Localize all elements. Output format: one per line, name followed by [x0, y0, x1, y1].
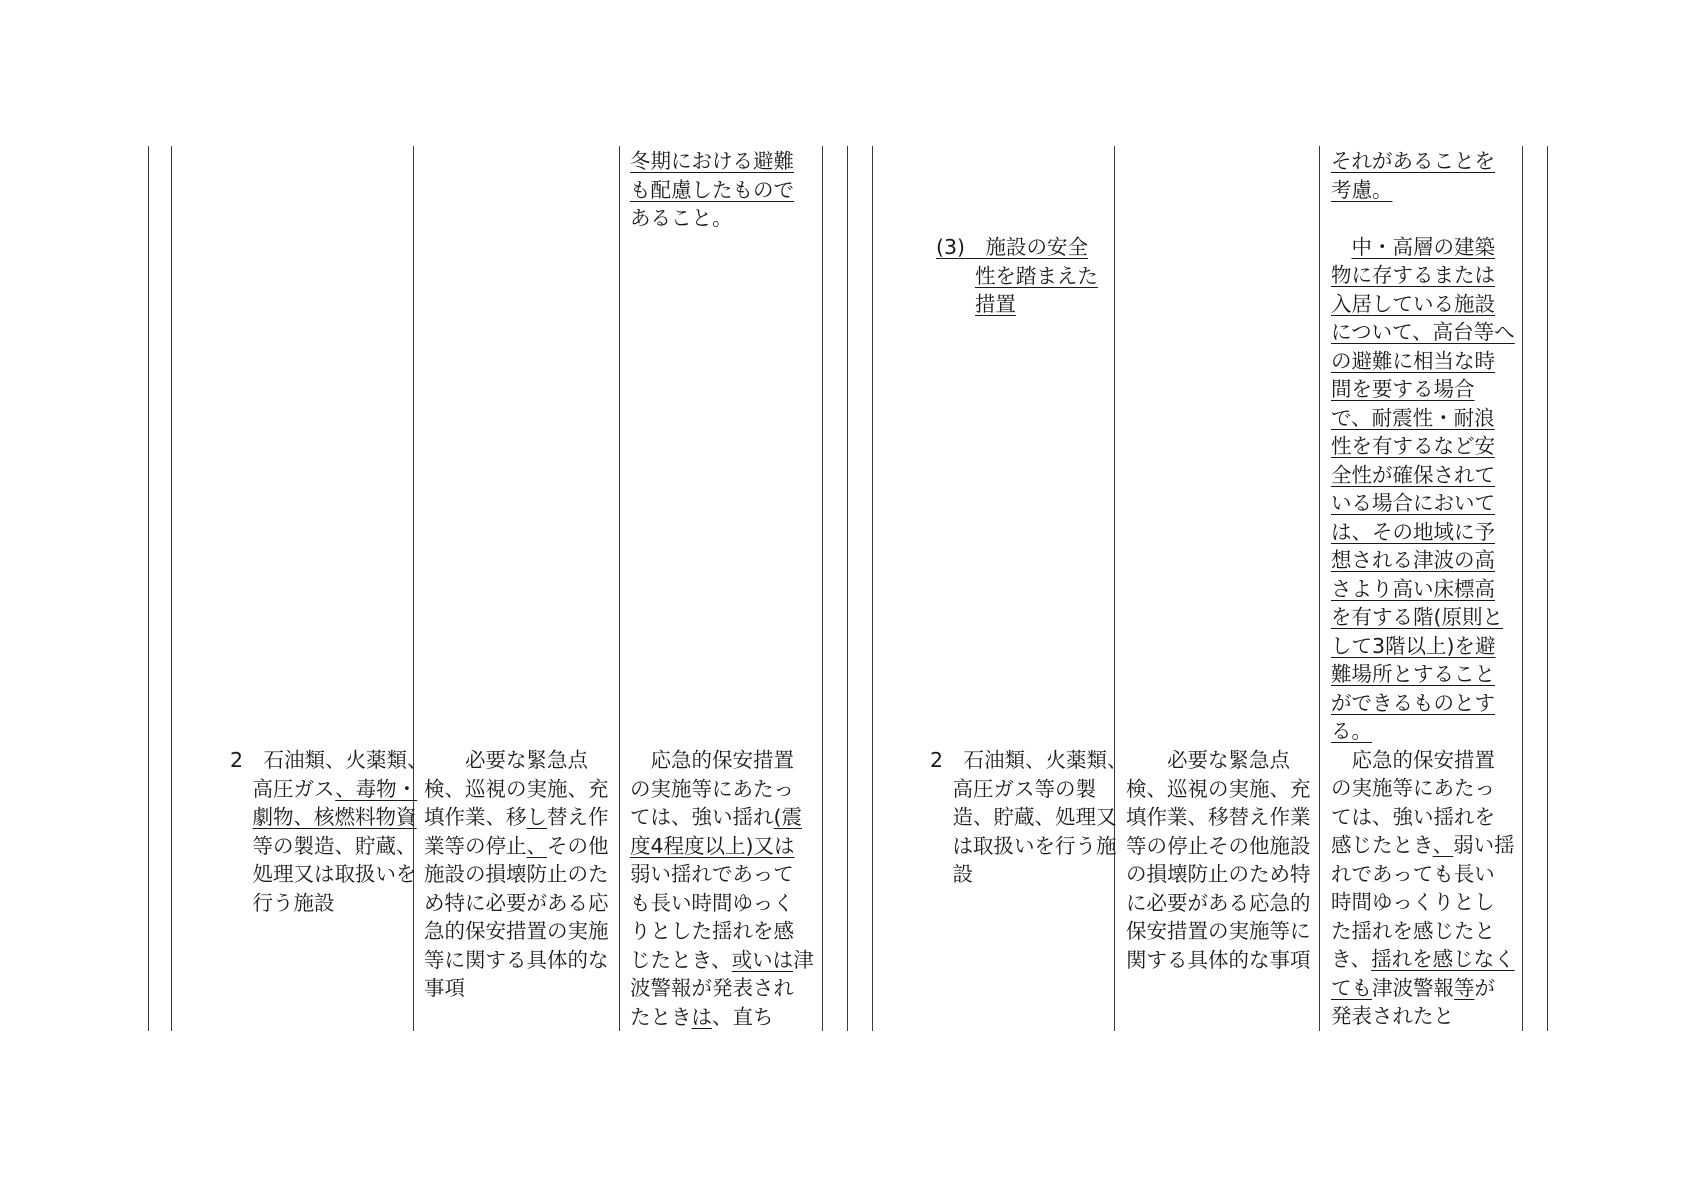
- text-segment: が発表されたと: [1331, 975, 1495, 1028]
- right-col3-text: [1331, 147, 1515, 1031]
- right-item-cell: 必要な緊急点検、巡視の実施、充填作業、移替え作業等の停止その他施設の損壊防止のため特に必要がある応急的保安措置の実施等に関する具体的な事項: [1126, 748, 1311, 972]
- text-segment: 揺れを感じなくても: [1331, 947, 1515, 1000]
- text-segment: し: [526, 805, 547, 829]
- right-note-cell: [1331, 746, 1515, 1031]
- text-segment: 、: [1432, 833, 1454, 857]
- text-segment: 2 石油類、火薬類、高圧ガス: [230, 748, 428, 801]
- table-rule: [1114, 146, 1115, 1031]
- table-rule: [1319, 146, 1320, 1031]
- text-segment: (震度4程度以上)又は: [630, 805, 802, 858]
- text-segment: 、: [526, 833, 547, 858]
- table-rule: [847, 146, 848, 1031]
- text-segment: 、直ち: [712, 1004, 774, 1029]
- table-rule: [822, 146, 823, 1031]
- section-title: 施設の安全性を踏まえた措置: [974, 235, 1098, 316]
- section-number: (3): [936, 235, 966, 259]
- text-segment: 、毒物・劇物、核燃料物資: [252, 776, 418, 829]
- table-rule: [872, 146, 873, 1031]
- text-segment: 応急的保安措置の実施等にあたっては、強い揺れを感じたとき: [1331, 747, 1495, 857]
- text-segment: 等: [1454, 975, 1475, 1000]
- text-segment: 津波警報が発表されたとき: [630, 947, 814, 1029]
- text-segment: 津波警報: [1372, 975, 1454, 1000]
- text-segment: 或いは: [731, 947, 794, 972]
- text-line: 考慮。: [1331, 177, 1393, 202]
- table-rule: [1522, 146, 1523, 1031]
- text-line: あること。: [630, 206, 733, 230]
- text-line: それがあることを: [1331, 149, 1495, 173]
- left-item-cell: [424, 746, 610, 1003]
- left-col3-top-text: [630, 147, 814, 233]
- text-segment: 替え作業等の停止: [424, 805, 609, 858]
- text-segment: 弱い揺れであっても長い時間ゆっくりとした揺れを感じたとき、: [1331, 833, 1515, 971]
- text-line: も配慮したもので: [630, 177, 794, 202]
- text-segment: その他施設の損壊防止のため特に必要がある応急的保安措置の実施等に関する具体的な事項: [424, 833, 609, 1000]
- right-section-heading: [936, 233, 1108, 319]
- text-segment: は: [691, 1004, 712, 1029]
- left-note-cell: [630, 746, 814, 1031]
- table-rule: [171, 146, 172, 1031]
- table-rule: [619, 146, 620, 1031]
- evacuation-note: 中・高層の建築物に存するまたは入居している施設について、高台等への避難に相当な時間を要する場合で、耐震性・耐浪性を有するなど安全性が確保されている場合においては、その地域に予想される津波の高さより高い床標高を有する階(原則として3階以上)を避難場所とすることができるものとする。: [1331, 234, 1515, 743]
- text-segment: 必要な緊急点検、巡視の実施、充填作業、移: [424, 748, 609, 829]
- right-facility-cell: 2 石油類、火薬類、高圧ガス等の製造、貯蔵、処理又は取扱いを行う施設: [930, 748, 1128, 886]
- table-rule: [148, 146, 149, 1031]
- text-segment: 応急的保安措置の実施等にあたっては、強い揺れ: [630, 748, 794, 829]
- left-facility-cell: [230, 746, 429, 917]
- text-segment: 弱い揺れであっても長い時間ゆっくりとした揺れを感じたとき、: [630, 862, 794, 972]
- table-rule: [1547, 146, 1548, 1031]
- text-segment: 等の製造、貯蔵、処理又は取扱いを行う施設: [252, 833, 417, 915]
- text-line: 冬期における避難: [630, 149, 794, 173]
